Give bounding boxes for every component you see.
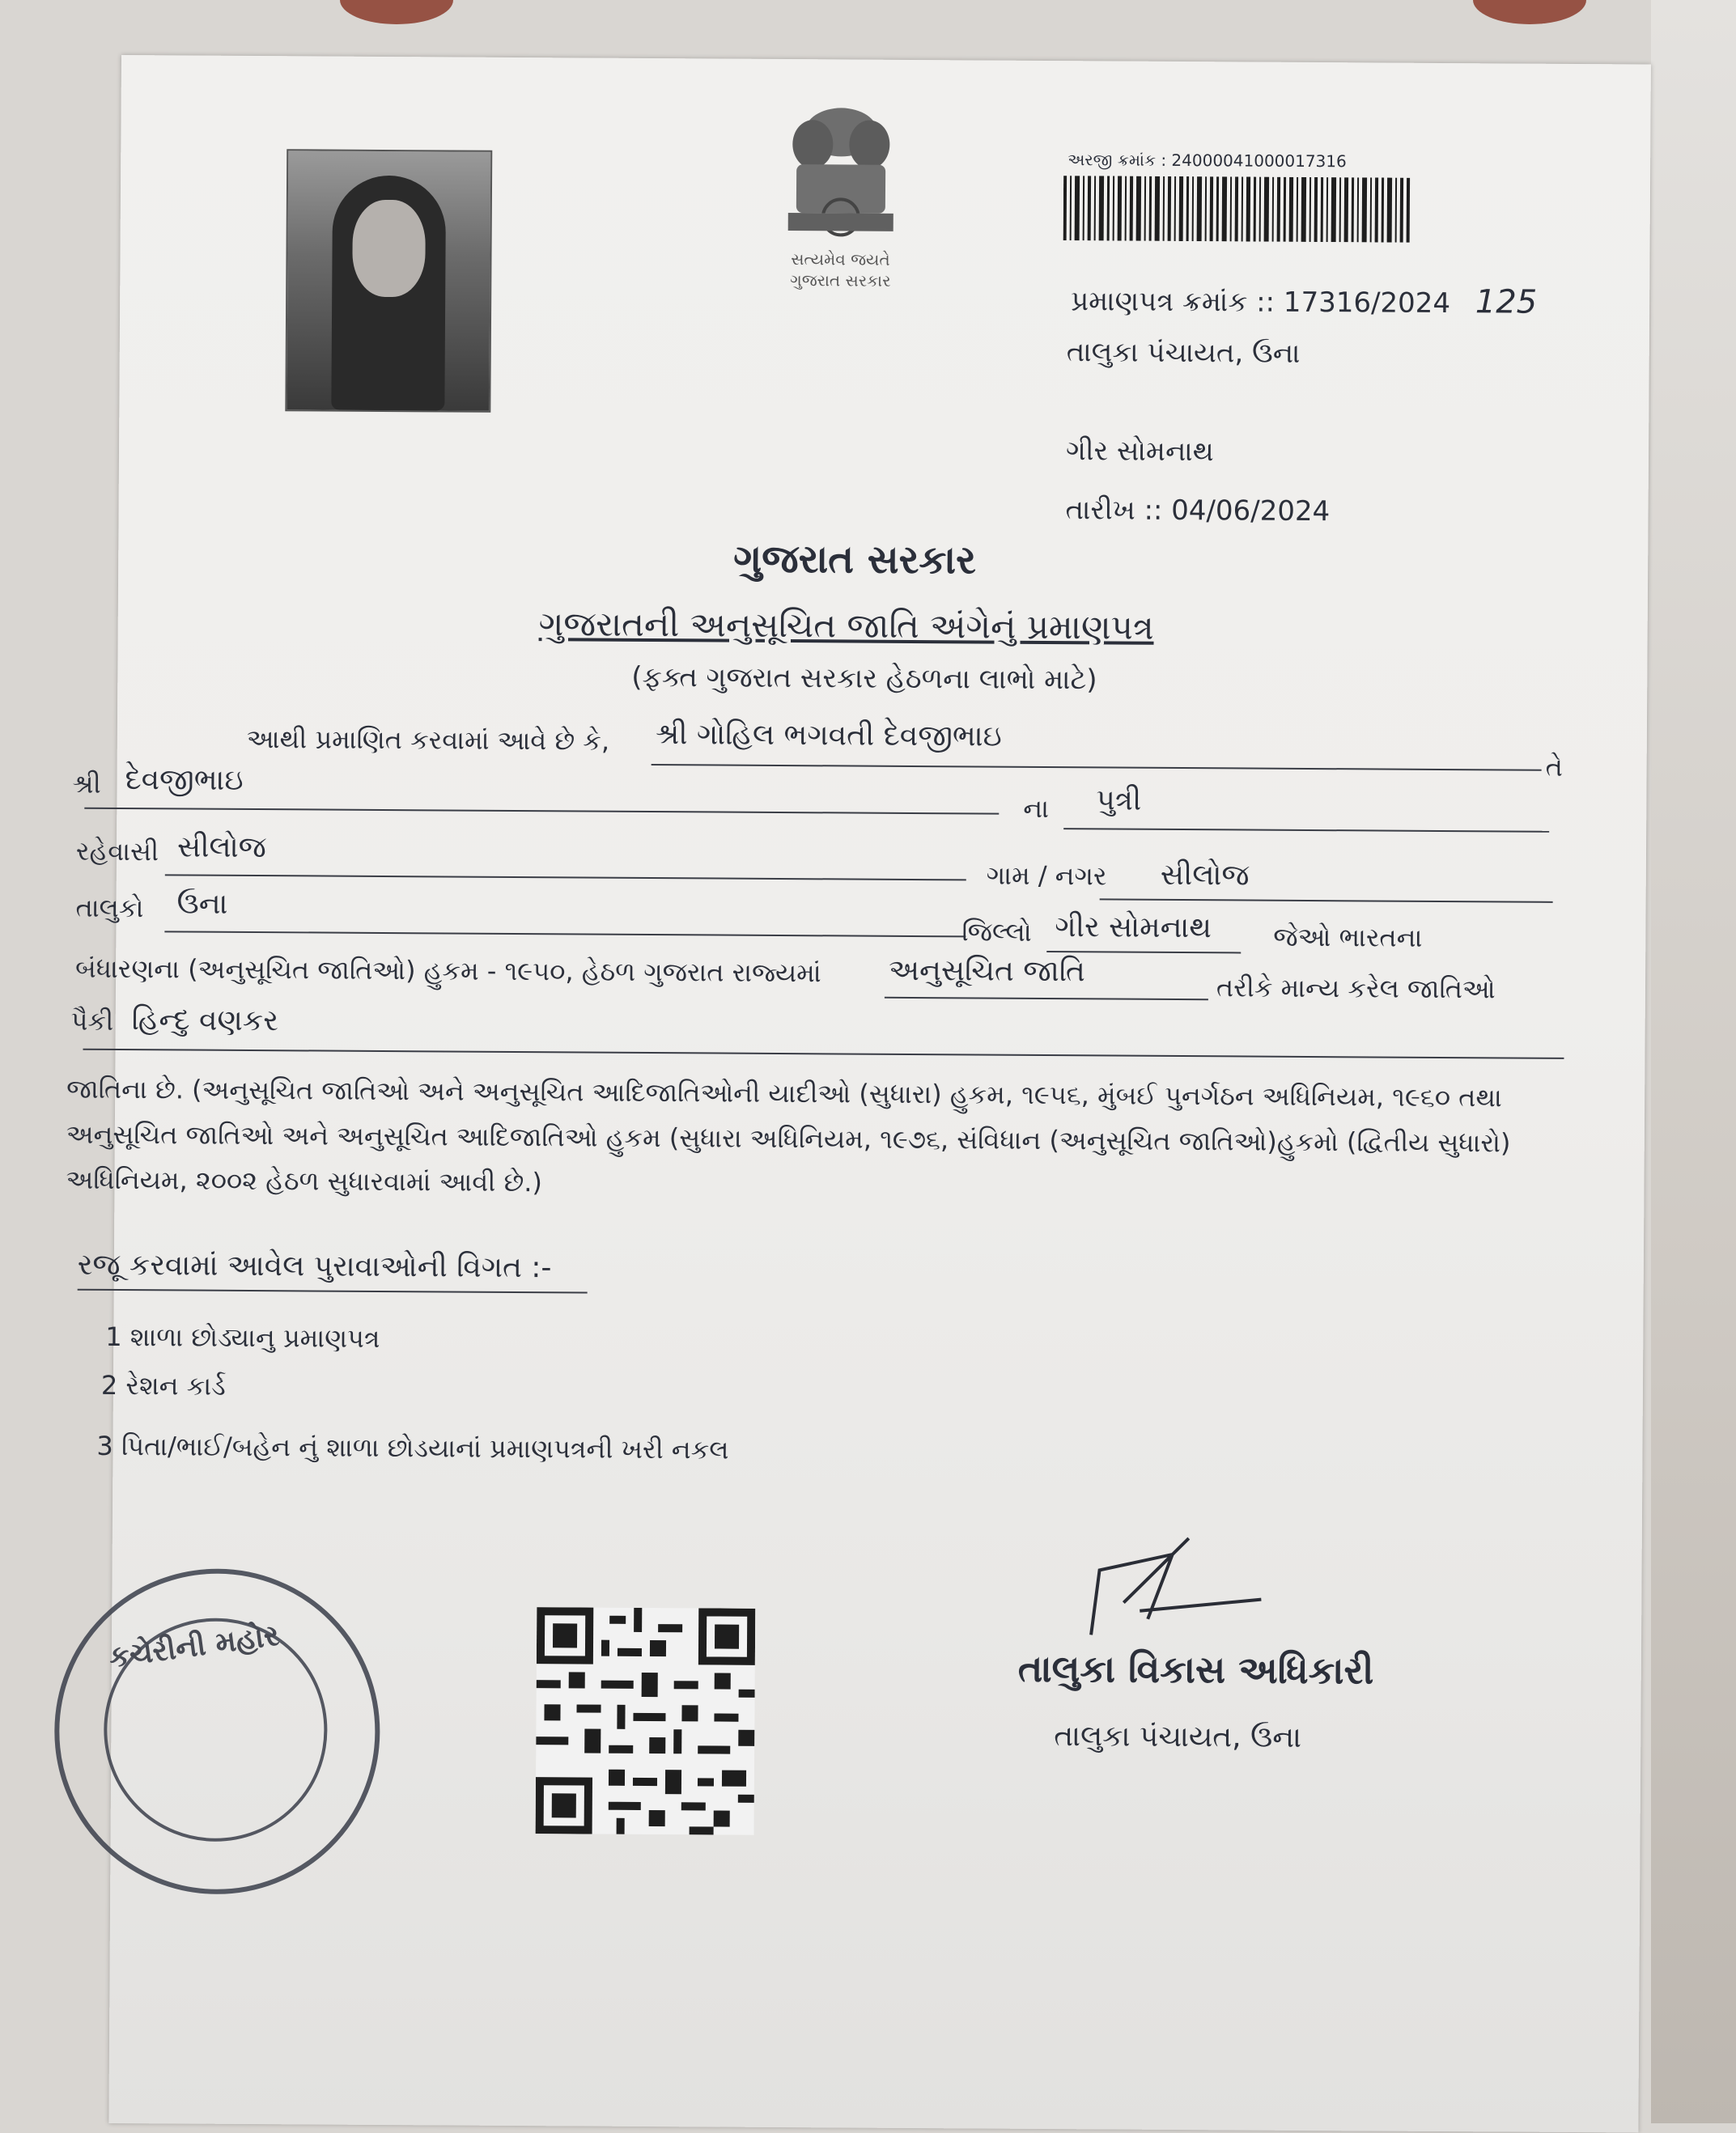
legal-paragraph bbox=[66, 1066, 1572, 1211]
date-row: તારીખ :: 04/06/2024 bbox=[1065, 494, 1331, 528]
officer-office: તાલુકા પંચાયત, ઉના bbox=[1054, 1720, 1302, 1754]
stamp-label: કચેરીની મહોર bbox=[107, 1618, 282, 1675]
constitution-text: બંધારણના (અનુસૂચિત જાતિઓ) હુકમ - ૧૯૫૦, હેઠળ ગુજરાત રાજ્યમાં bbox=[74, 952, 821, 989]
handwritten-mark: 125 bbox=[1475, 283, 1538, 321]
legal-line-3: અધિનિયમ, ૨૦૦૨ હેઠળ સુધારવામાં આવી છે.) bbox=[66, 1164, 543, 1198]
taluka-label: તાલુકો bbox=[75, 892, 144, 924]
category: અનુસૂચિત જાતિ bbox=[888, 953, 1085, 989]
officer-signature bbox=[1075, 1521, 1286, 1644]
te-text: તે bbox=[1545, 751, 1563, 782]
evidence-item: 3 પિતા/ભાઈ/બહેન નું શાળા છોડયાનાં પ્રમાણપત્રની ખરી નકલ bbox=[96, 1430, 729, 1465]
legal-line-1: જાતિના છે. (અનુસૂચિત જાતિઓ અને અનુસૂચિત આદિજાતિઓની યાદીઓ (સુધારા) હુકમ, ૧૯૫૬, મુંબઈ પુનર્ગઠન અધિનિયમ, ૧૯૬૦ તથા bbox=[66, 1073, 1502, 1113]
residence: સીલોજ bbox=[176, 830, 266, 865]
village: સીલોજ bbox=[1160, 858, 1250, 893]
shri-label: શ્રી bbox=[72, 768, 101, 799]
among-label: પૈકી bbox=[70, 1005, 114, 1037]
intro-text: આથી પ્રમાણિત કરવામાં આવે છે કે, bbox=[246, 723, 610, 757]
government-title: ગુજરાત સરકાર bbox=[733, 536, 977, 583]
state-emblem bbox=[763, 100, 918, 295]
certificate-title: ગુજરાતની અનુસૂચિત જાતિ અંગેનું પ્રમાણપત્ર bbox=[538, 604, 1154, 647]
background-edge bbox=[1651, 0, 1736, 2123]
officer-title: તાલુકા વિકાસ અધિકારી bbox=[1017, 1646, 1374, 1693]
applicant-name: શ્રી ગોહિલ ભગવતી દેવજીભાઇ bbox=[655, 718, 1002, 753]
emblem-motto: સત્યમેવ જયતે bbox=[791, 249, 890, 269]
emblem-gov: ગુજરાત સરકાર bbox=[790, 270, 891, 290]
residence-label: રહેવાસી bbox=[75, 835, 159, 867]
taluka: ઉના bbox=[176, 887, 228, 921]
office-stamp bbox=[53, 1568, 380, 1895]
certificate-note: (ફક્ત ગુજરાત સરકાર હેઠળના લાભો માટે) bbox=[631, 660, 1097, 697]
application-number: અરજી ક્રમાંક : 240000410000173​16 bbox=[1067, 150, 1347, 172]
date-label: તારીખ bbox=[1065, 494, 1135, 527]
background-object bbox=[340, 0, 453, 24]
certificate-document bbox=[66, 55, 1651, 2132]
issuing-district: ગીર સોમનાથ bbox=[1065, 435, 1214, 469]
issue-date: 04/06/2024 bbox=[1171, 494, 1331, 528]
emblem-icon bbox=[764, 100, 919, 246]
certificate-number-label: પ્રમાણપત્ર ક્રમાંક bbox=[1071, 285, 1248, 319]
legal-line-2: અનુસૂચિત જાતિઓ અને અનુસૂચિત આદિજાતિઓ હુકમ (સુધારા અધિનિયમ, ૧૯૭૬, સંવિધાન (અનુસૂચિત જાતિઓ)હુકમો (દ્વિતીય સુધારો) bbox=[66, 1118, 1511, 1159]
certificate-number: 17316/2024 bbox=[1283, 286, 1451, 320]
india-text: જેઓ ભારતના bbox=[1273, 921, 1423, 953]
certificate-number-row: પ્રમાણપત્ર ક્રમાંક :: 17316/2024 125 bbox=[1071, 283, 1538, 321]
village-label: ગામ / નગર bbox=[986, 859, 1107, 892]
applicant-photo bbox=[285, 149, 492, 413]
father-name: દેવજીભાઇ bbox=[125, 763, 244, 797]
caste: હિન્દુ વણકર bbox=[131, 1003, 279, 1038]
na-text: ના bbox=[1023, 792, 1050, 825]
background-object bbox=[1473, 0, 1586, 24]
evidence-heading: રજૂ કરવામાં આવેલ પુરાવાઓની વિગત :- bbox=[77, 1248, 552, 1285]
recognized-text: તરીકે માન્ય કરેલ જાતિઓ bbox=[1216, 972, 1496, 1005]
relation: પુત્રી bbox=[1096, 783, 1142, 817]
district: ગીર સોમનાથ bbox=[1055, 910, 1212, 945]
evidence-item: 2 રેશન કાર્ડ bbox=[100, 1369, 226, 1402]
issuing-office: તાલુકા પંચાયત, ઉના bbox=[1066, 336, 1301, 370]
barcode bbox=[1063, 176, 1411, 243]
qr-code bbox=[536, 1607, 756, 1835]
evidence-item: 1 શાળા છોડ્યાનુ પ્રમાણપત્ર bbox=[105, 1321, 380, 1354]
district-label: જિલ્લો bbox=[961, 916, 1032, 948]
